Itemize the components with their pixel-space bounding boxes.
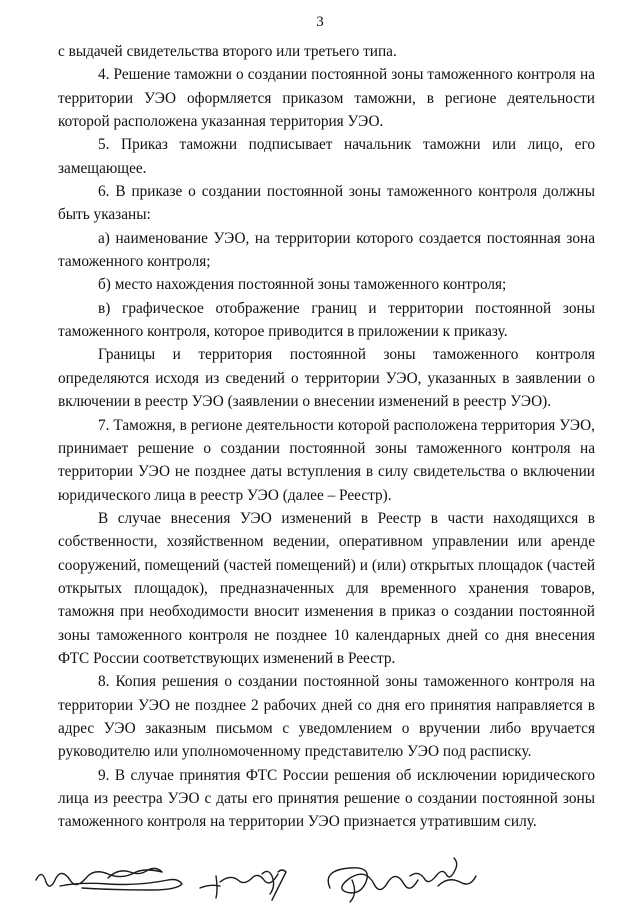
paragraph-borders: Границы и территория постоянной зоны таможенного контроля определяются исходя из сведений о территории УЭО, указанных в заявлении о включении в реестр УЭО (заявлении о внесении изменений в реестр УЭО). xyxy=(58,346,595,411)
paragraph-continuation: с выдачей свидетельства второго или третьего типа. xyxy=(58,43,397,60)
signature-3-stroke xyxy=(328,858,476,902)
paragraph-item-7: 7. Таможня, в регионе деятельности которой расположена территория УЭО, принимает решение о создании постоянной зоны таможенного контроля на территории УЭО не позднее даты вступления в силу свидетельства о включении юридического лица в реестр УЭО (далее – Реестр). xyxy=(58,416,595,504)
paragraph-item-4: 4. Решение таможни о создании постоянной зоны таможенного контроля на территории УЭО оформляется приказом таможни, в регионе деятельности которой расположена указанная территория УЭО. xyxy=(58,66,595,131)
paragraph-subitem-a: а) наименование УЭО, на территории которого создается постоянная зона таможенного контроля; xyxy=(58,229,595,271)
signature-2-stroke xyxy=(200,870,286,900)
signature-1-stroke xyxy=(36,870,182,890)
paragraph-item-8: 8. Копия решения о создании постоянной зоны таможенного контроля на территории УЭО не позднее 2 рабочих дней со дня его принятия направляется в адрес УЭО заказным письмом с уведомлением о вручении либо вручается руководителю или уполномоченному представителю УЭО под расписку. xyxy=(58,673,595,761)
page-number: 3 xyxy=(316,14,324,30)
paragraph-subitem-b: б) место нахождения постоянной зоны таможенного контроля; xyxy=(98,276,507,294)
document-body xyxy=(58,40,595,834)
paragraph-item-5: 5. Приказ таможни подписывает начальник таможни или лицо, его замещающее. xyxy=(58,136,595,177)
paragraph-subitem-v: в) графическое отображение границ и территории постоянной зоны таможенного контроля, которое приводится в приложении к приказу. xyxy=(58,299,595,341)
paragraph-item-6: 6. В приказе о создании постоянной зоны таможенного контроля должны быть указаны: xyxy=(58,183,595,224)
paragraph-item-9: 9. В случае принятия ФТС России решения об исключении юридического лица из реестра УЭО с даты его принятия решение о создании постоянной зоны таможенного контроля на территории УЭО признается утратившим силу. xyxy=(58,766,595,831)
paragraph-changes: В случае внесения УЭО изменений в Реестр в части находящихся в собственности, хозяйственном ведении, оперативном управлении или аренде сооружений, помещений (частей помещений) и (или) открытых площадок (частей открытых площадок), предназначенных для временного хранения товаров, таможня при необходимости вносит изменения в приказ о создании постоянной зоны таможенного контроля не позднее 10 календарных дней со дня внесения ФТС России соответствующих изменений в Реестр. xyxy=(58,509,595,667)
signatures xyxy=(0,852,640,905)
